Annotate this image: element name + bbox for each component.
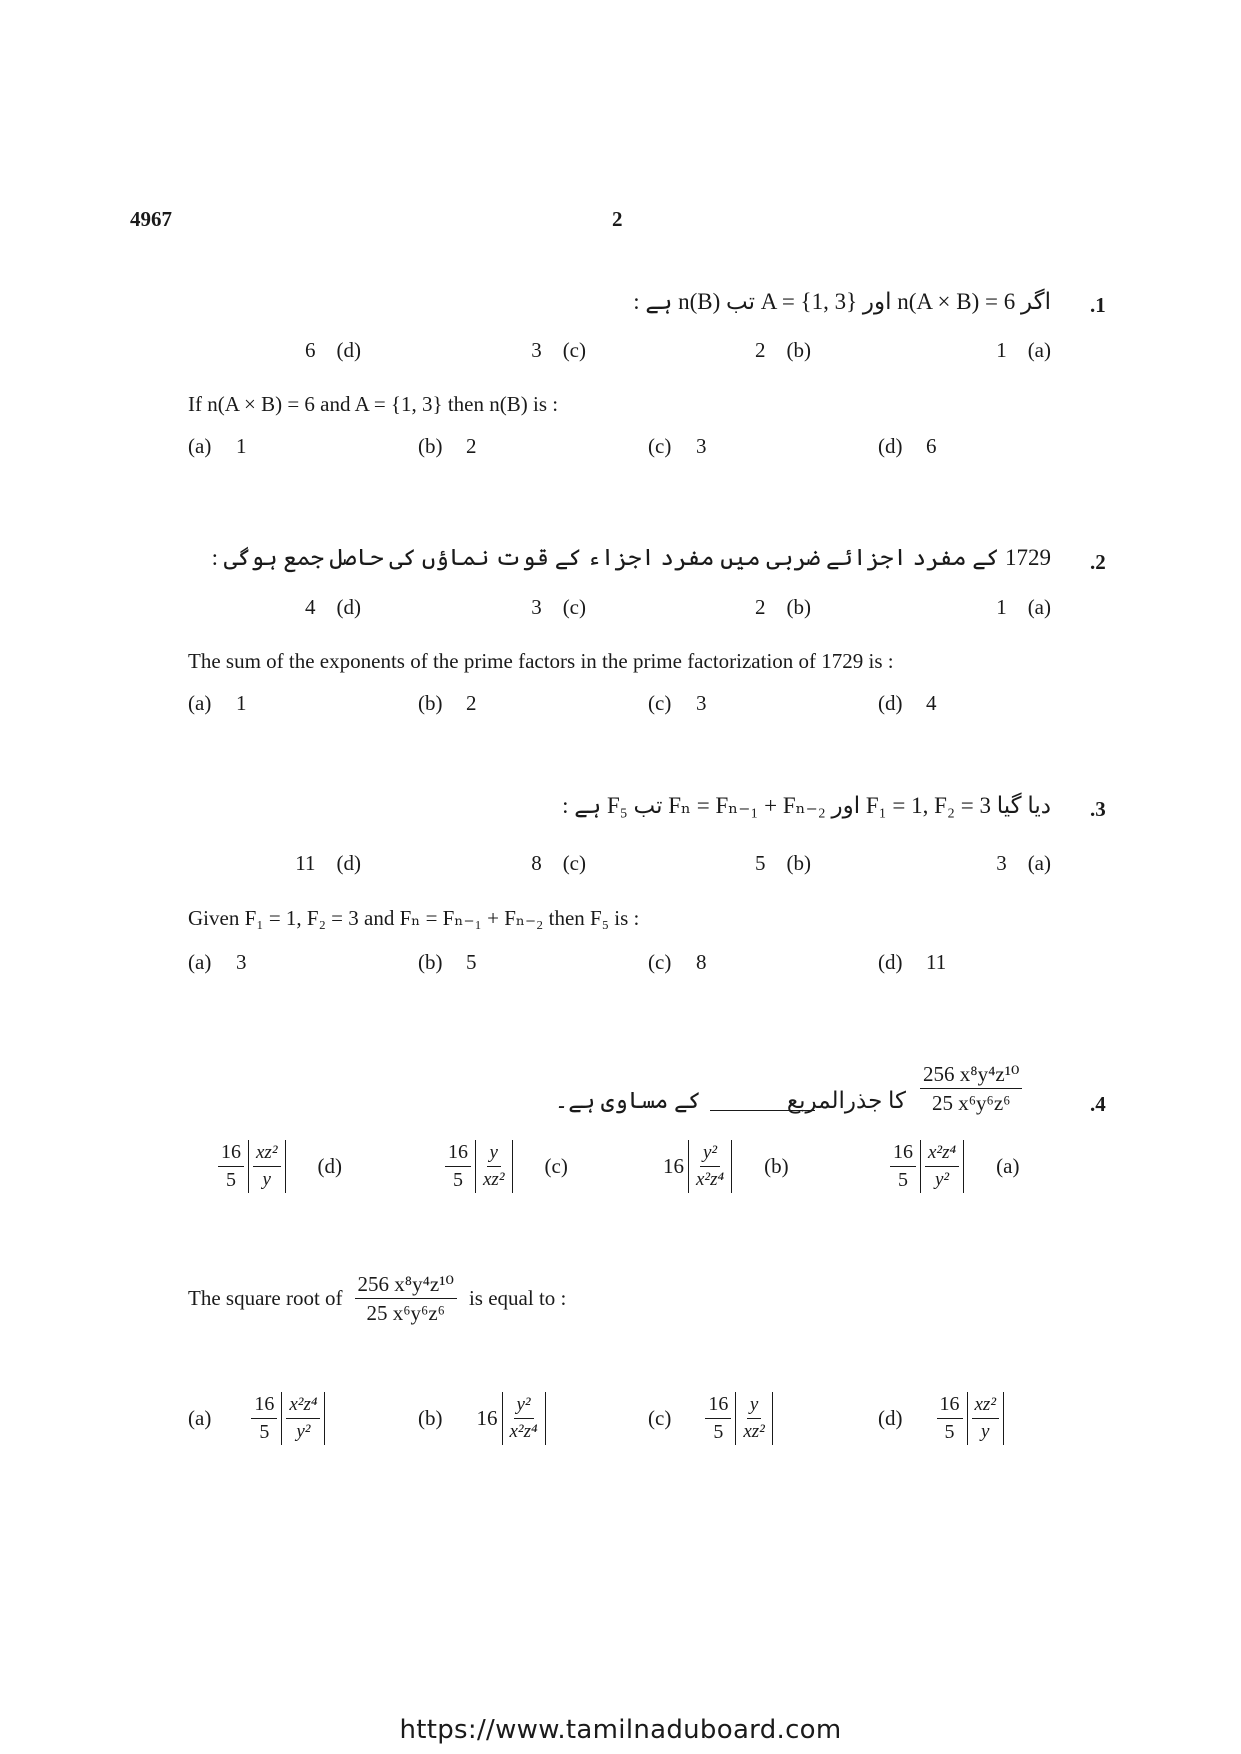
question-2-english: The sum of the exponents of the prime factors in the prime factorization of 1729 is : — [188, 649, 894, 673]
q2-urdu-option-c: 3 (c) — [531, 595, 586, 619]
q3-option-d: (d) 11 — [878, 950, 947, 974]
page-number: 2 — [612, 207, 623, 231]
q4-option-c: (c) $\frac{16}{5}$ $\frac{y}{\text{xz²}}$ — [648, 1392, 773, 1445]
q2-urdu-option-b: 2 (b) — [755, 595, 811, 619]
q2-option-c: (c) 3 — [648, 691, 707, 715]
q3-urdu-option-a: 3 (a) — [996, 851, 1051, 875]
q2-option-a: (a) 1 — [188, 691, 247, 715]
q1-option-d: (d) 6 — [878, 434, 937, 458]
q2-option-b: (b) 2 — [418, 691, 477, 715]
paper-code: 4967 — [130, 207, 172, 231]
q4-urdu-option-d: $\frac{16}{5}$ $\frac{\text{xz²}}{y}$ (d) — [218, 1140, 342, 1193]
q1-option-a: (a) 1 — [188, 434, 247, 458]
q2-option-d: (d) 4 — [878, 691, 937, 715]
question-2-urdu: 1729 کے مفرد اجزائے ضربی میں مفرد اجزاء کے قوت نماؤں کی حاصل جمع ہوگی : — [211, 545, 1051, 570]
q1-urdu-option-d: 6 (d) — [305, 338, 361, 362]
q3-option-b: (b) 5 — [418, 950, 477, 974]
question-3-english: Given F₁ = 1, F₂ = 3 and Fₙ = Fₙ₋₁ + Fₙ₋₂ then F₅ is : — [188, 906, 640, 930]
q1-option-c: (c) 3 — [648, 434, 707, 458]
q1-urdu-option-a: 1 (a) — [996, 338, 1051, 362]
q4-urdu-option-a: $\frac{16}{5}$ $\frac{\text{x²z⁴}}{\text{y²}}$ (a) — [890, 1140, 1019, 1193]
question-4-english: The square root of $\frac{\text{256 x⁸y⁴z¹⁰}}{\text{25 x⁶y⁶z⁶}}$ is equal to : — [188, 1272, 567, 1326]
q4-option-d: (d) $\frac{16}{5}$ $\frac{\text{xz²}}{y}$ — [878, 1392, 1004, 1445]
q4-urdu-expression: $\frac{\text{256 x⁸y⁴z¹⁰}}{\text{25 x⁶y⁶z⁶}}$ — [920, 1062, 1022, 1115]
q4-blank-line — [710, 1110, 815, 1111]
q4-urdu-before: کا جذرالمربع — [786, 1088, 906, 1113]
q3-option-c: (c) 8 — [648, 950, 707, 974]
footer-url[interactable]: https://www.tamilnaduboard.com — [399, 1715, 842, 1745]
question-1-english: If n(A × B) = 6 and A = {1, 3} then n(B) is : — [188, 392, 559, 416]
q3-urdu-option-c: 8 (c) — [531, 851, 586, 875]
q4-urdu-option-c: $\frac{16}{5}$ $\frac{y}{\text{xz²}}$ (c) — [445, 1140, 568, 1193]
q4-option-a: (a) $\frac{16}{5}$ $\frac{\text{x²z⁴}}{\text{y²}}$ — [188, 1392, 325, 1445]
q1-urdu-option-b: 2 (b) — [755, 338, 811, 362]
question-1-number: .1 — [1090, 293, 1106, 317]
question-2-number: .2 — [1090, 550, 1106, 574]
q3-urdu-option-b: 5 (b) — [755, 851, 811, 875]
q3-option-a: (a) 3 — [188, 950, 247, 974]
q2-urdu-option-d: 4 (d) — [305, 595, 361, 619]
q1-option-b: (b) 2 — [418, 434, 477, 458]
q4-urdu-after: کے مساوی ہے۔ — [554, 1088, 701, 1113]
question-3-urdu: دیا گیا F₁ = 1, F₂ = 3 اور Fₙ = Fₙ₋₁ + Fₙ₋₂ تب F₅ ہے : — [562, 793, 1051, 818]
question-4-number: .4 — [1090, 1092, 1106, 1116]
question-3-number: .3 — [1090, 797, 1106, 821]
q1-urdu-option-c: 3 (c) — [531, 338, 586, 362]
question-1-urdu: اگر n(A × B) = 6 اور A = {1, 3} تب n(B) ہے : — [633, 289, 1051, 314]
q4-option-b: (b) 16 $\frac{\text{y²}}{\text{x²z⁴}}$ — [418, 1392, 546, 1445]
q2-urdu-option-a: 1 (a) — [996, 595, 1051, 619]
q3-urdu-option-d: 11 (d) — [295, 851, 361, 875]
q4-urdu-option-b: 16 $\frac{\text{y²}}{\text{x²z⁴}}$ (b) — [663, 1140, 789, 1193]
